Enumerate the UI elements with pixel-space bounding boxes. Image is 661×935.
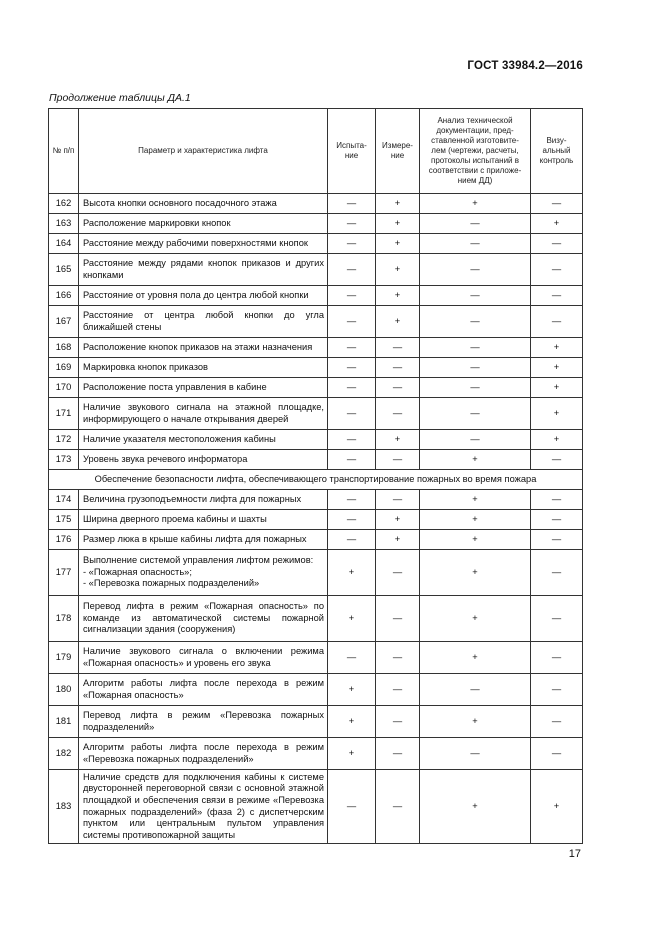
row-number: 182 bbox=[49, 738, 79, 770]
row-visual-mark: — bbox=[531, 306, 583, 338]
table-row bbox=[49, 358, 583, 378]
row-measure-mark: — bbox=[376, 450, 420, 470]
row-test-mark: — bbox=[328, 306, 376, 338]
table-caption: Продолжение таблицы ДА.1 bbox=[49, 92, 191, 104]
row-parameter: Расстояние между рабочими поверхностями кнопок bbox=[79, 234, 328, 254]
row-visual-mark: — bbox=[531, 194, 583, 214]
row-visual-mark: + bbox=[531, 214, 583, 234]
row-number: 178 bbox=[49, 596, 79, 642]
table-row bbox=[49, 596, 583, 642]
row-visual-mark: — bbox=[531, 738, 583, 770]
col-header-num: № п/п bbox=[49, 109, 79, 194]
row-visual-mark: + bbox=[531, 398, 583, 430]
row-analysis-mark: + bbox=[420, 194, 531, 214]
row-analysis-mark: + bbox=[420, 770, 531, 844]
row-measure-mark: — bbox=[376, 642, 420, 674]
row-test-mark: + bbox=[328, 596, 376, 642]
row-number: 173 bbox=[49, 450, 79, 470]
row-parameter: Маркировка кнопок приказов bbox=[79, 358, 328, 378]
row-visual-mark: — bbox=[531, 510, 583, 530]
table-row bbox=[49, 338, 583, 358]
row-measure-mark: + bbox=[376, 234, 420, 254]
col-header-analysis: Анализ технической документации, пред- ставленной изготовите- лем (чертежи, расчеты, протоколы испытаний в соответствии с приложе- нием ДД) bbox=[420, 109, 531, 194]
col-header-test: Испыта- ние bbox=[328, 109, 376, 194]
row-test-mark: — bbox=[328, 530, 376, 550]
row-number: 166 bbox=[49, 286, 79, 306]
row-parameter: Выполнение системой управления лифтом режимов: - «Пожарная опасность»; - «Перевозка пожарных подразделений» bbox=[79, 550, 328, 596]
row-test-mark: — bbox=[328, 194, 376, 214]
table-row bbox=[49, 214, 583, 234]
table-row bbox=[49, 706, 583, 738]
row-number: 167 bbox=[49, 306, 79, 338]
row-analysis-mark: + bbox=[420, 530, 531, 550]
row-analysis-mark: + bbox=[420, 642, 531, 674]
table-row bbox=[49, 550, 583, 596]
row-analysis-mark: + bbox=[420, 706, 531, 738]
row-parameter: Размер люка в крыше кабины лифта для пожарных bbox=[79, 530, 328, 550]
row-analysis-mark: + bbox=[420, 510, 531, 530]
table-row bbox=[49, 194, 583, 214]
table-row bbox=[49, 770, 583, 844]
section-row bbox=[49, 470, 583, 490]
row-test-mark: — bbox=[328, 214, 376, 234]
row-analysis-mark: — bbox=[420, 430, 531, 450]
row-visual-mark: — bbox=[531, 530, 583, 550]
row-measure-mark: + bbox=[376, 194, 420, 214]
table-row bbox=[49, 642, 583, 674]
row-number: 165 bbox=[49, 254, 79, 286]
table-row bbox=[49, 234, 583, 254]
row-analysis-mark: + bbox=[420, 490, 531, 510]
row-visual-mark: — bbox=[531, 596, 583, 642]
row-number: 164 bbox=[49, 234, 79, 254]
table-row bbox=[49, 450, 583, 470]
row-measure-mark: — bbox=[376, 550, 420, 596]
col-header-param: Параметр и характеристика лифта bbox=[79, 109, 328, 194]
row-analysis-mark: — bbox=[420, 398, 531, 430]
row-test-mark: — bbox=[328, 450, 376, 470]
row-number: 174 bbox=[49, 490, 79, 510]
section-title: Обеспечение безопасности лифта, обеспечивающего транспортирование пожарных во время пожара bbox=[49, 470, 583, 490]
row-parameter: Перевод лифта в режим «Пожарная опасность» по команде из автоматической системы пожарной сигнализации здания (сооружения) bbox=[79, 596, 328, 642]
row-parameter: Уровень звука речевого информатора bbox=[79, 450, 328, 470]
row-visual-mark: — bbox=[531, 674, 583, 706]
row-test-mark: — bbox=[328, 510, 376, 530]
row-number: 163 bbox=[49, 214, 79, 234]
table-row bbox=[49, 430, 583, 450]
row-test-mark: — bbox=[328, 770, 376, 844]
row-parameter: Наличие средств для подключения кабины к системе двусторонней переговорной связи с основной этажной площадкой и обеспечения связи в режиме «Перевозка пожарных подразделений» (фаза 2) с диспетчерским пунктом или центральным пультом управления системы противопожарной защиты bbox=[79, 770, 328, 844]
table-row bbox=[49, 510, 583, 530]
row-measure-mark: — bbox=[376, 338, 420, 358]
row-measure-mark: + bbox=[376, 306, 420, 338]
row-visual-mark: + bbox=[531, 770, 583, 844]
row-measure-mark: + bbox=[376, 214, 420, 234]
row-test-mark: — bbox=[328, 398, 376, 430]
row-measure-mark: — bbox=[376, 358, 420, 378]
row-parameter: Расстояние от уровня пола до центра любой кнопки bbox=[79, 286, 328, 306]
row-parameter: Расстояние между рядами кнопок приказов и других кнопками bbox=[79, 254, 328, 286]
row-measure-mark: + bbox=[376, 430, 420, 450]
row-parameter: Наличие звукового сигнала о включении режима «Пожарная опасность» и уровень его звука bbox=[79, 642, 328, 674]
row-test-mark: + bbox=[328, 674, 376, 706]
row-number: 175 bbox=[49, 510, 79, 530]
row-test-mark: — bbox=[328, 254, 376, 286]
row-analysis-mark: — bbox=[420, 306, 531, 338]
row-visual-mark: — bbox=[531, 286, 583, 306]
row-test-mark: — bbox=[328, 490, 376, 510]
row-visual-mark: + bbox=[531, 378, 583, 398]
row-measure-mark: + bbox=[376, 286, 420, 306]
row-parameter: Высота кнопки основного посадочного этажа bbox=[79, 194, 328, 214]
row-visual-mark: — bbox=[531, 642, 583, 674]
row-parameter: Перевод лифта в режим «Перевозка пожарных подразделений» bbox=[79, 706, 328, 738]
row-number: 181 bbox=[49, 706, 79, 738]
row-analysis-mark: + bbox=[420, 450, 531, 470]
table-row bbox=[49, 398, 583, 430]
row-number: 169 bbox=[49, 358, 79, 378]
row-analysis-mark: — bbox=[420, 358, 531, 378]
row-number: 180 bbox=[49, 674, 79, 706]
row-parameter: Алгоритм работы лифта после перехода в режим «Пожарная опасность» bbox=[79, 674, 328, 706]
table-row bbox=[49, 490, 583, 510]
row-measure-mark: — bbox=[376, 770, 420, 844]
row-test-mark: + bbox=[328, 706, 376, 738]
table-row bbox=[49, 674, 583, 706]
row-number: 171 bbox=[49, 398, 79, 430]
row-analysis-mark: — bbox=[420, 286, 531, 306]
row-analysis-mark: — bbox=[420, 378, 531, 398]
row-number: 183 bbox=[49, 770, 79, 844]
row-parameter: Наличие указателя местоположения кабины bbox=[79, 430, 328, 450]
row-parameter: Величина грузоподъемности лифта для пожарных bbox=[79, 490, 328, 510]
row-analysis-mark: — bbox=[420, 214, 531, 234]
row-visual-mark: + bbox=[531, 430, 583, 450]
row-number: 162 bbox=[49, 194, 79, 214]
row-test-mark: — bbox=[328, 430, 376, 450]
row-visual-mark: — bbox=[531, 550, 583, 596]
table-row bbox=[49, 530, 583, 550]
col-header-visual: Визу- альный контроль bbox=[531, 109, 583, 194]
row-parameter: Алгоритм работы лифта после перехода в режим «Перевозка пожарных подразделений» bbox=[79, 738, 328, 770]
standard-header: ГОСТ 33984.2—2016 bbox=[467, 60, 583, 72]
row-test-mark: — bbox=[328, 378, 376, 398]
table-row bbox=[49, 306, 583, 338]
table-row bbox=[49, 378, 583, 398]
row-number: 176 bbox=[49, 530, 79, 550]
table-row bbox=[49, 254, 583, 286]
row-test-mark: — bbox=[328, 234, 376, 254]
row-measure-mark: — bbox=[376, 674, 420, 706]
row-test-mark: — bbox=[328, 286, 376, 306]
row-analysis-mark: + bbox=[420, 550, 531, 596]
row-test-mark: + bbox=[328, 738, 376, 770]
table-row bbox=[49, 738, 583, 770]
row-measure-mark: — bbox=[376, 738, 420, 770]
row-test-mark: + bbox=[328, 550, 376, 596]
row-visual-mark: — bbox=[531, 490, 583, 510]
row-number: 177 bbox=[49, 550, 79, 596]
row-test-mark: — bbox=[328, 358, 376, 378]
row-number: 168 bbox=[49, 338, 79, 358]
row-parameter: Расположение кнопок приказов на этажи назначения bbox=[79, 338, 328, 358]
row-measure-mark: + bbox=[376, 530, 420, 550]
row-visual-mark: — bbox=[531, 254, 583, 286]
table-header-row bbox=[49, 109, 583, 194]
row-analysis-mark: + bbox=[420, 596, 531, 642]
row-measure-mark: — bbox=[376, 398, 420, 430]
row-analysis-mark: — bbox=[420, 338, 531, 358]
row-number: 172 bbox=[49, 430, 79, 450]
row-visual-mark: + bbox=[531, 358, 583, 378]
row-parameter: Ширина дверного проема кабины и шахты bbox=[79, 510, 328, 530]
row-visual-mark: — bbox=[531, 706, 583, 738]
row-analysis-mark: — bbox=[420, 254, 531, 286]
row-measure-mark: — bbox=[376, 706, 420, 738]
row-measure-mark: — bbox=[376, 378, 420, 398]
row-parameter: Расположение поста управления в кабине bbox=[79, 378, 328, 398]
row-visual-mark: + bbox=[531, 338, 583, 358]
row-measure-mark: + bbox=[376, 510, 420, 530]
row-parameter: Расстояние от центра любой кнопки до угла ближайшей стены bbox=[79, 306, 328, 338]
row-measure-mark: — bbox=[376, 490, 420, 510]
row-test-mark: — bbox=[328, 642, 376, 674]
row-analysis-mark: — bbox=[420, 674, 531, 706]
row-measure-mark: — bbox=[376, 596, 420, 642]
row-parameter: Наличие звукового сигнала на этажной площадке, информирующего о начале открывания дверей bbox=[79, 398, 328, 430]
row-analysis-mark: — bbox=[420, 738, 531, 770]
row-analysis-mark: — bbox=[420, 234, 531, 254]
page-number: 17 bbox=[568, 848, 581, 860]
row-number: 170 bbox=[49, 378, 79, 398]
row-measure-mark: + bbox=[376, 254, 420, 286]
row-visual-mark: — bbox=[531, 450, 583, 470]
requirements-table bbox=[48, 108, 583, 844]
row-visual-mark: — bbox=[531, 234, 583, 254]
row-number: 179 bbox=[49, 642, 79, 674]
col-header-measure: Измере- ние bbox=[376, 109, 420, 194]
row-test-mark: — bbox=[328, 338, 376, 358]
row-parameter: Расположение маркировки кнопок bbox=[79, 214, 328, 234]
table-row bbox=[49, 286, 583, 306]
